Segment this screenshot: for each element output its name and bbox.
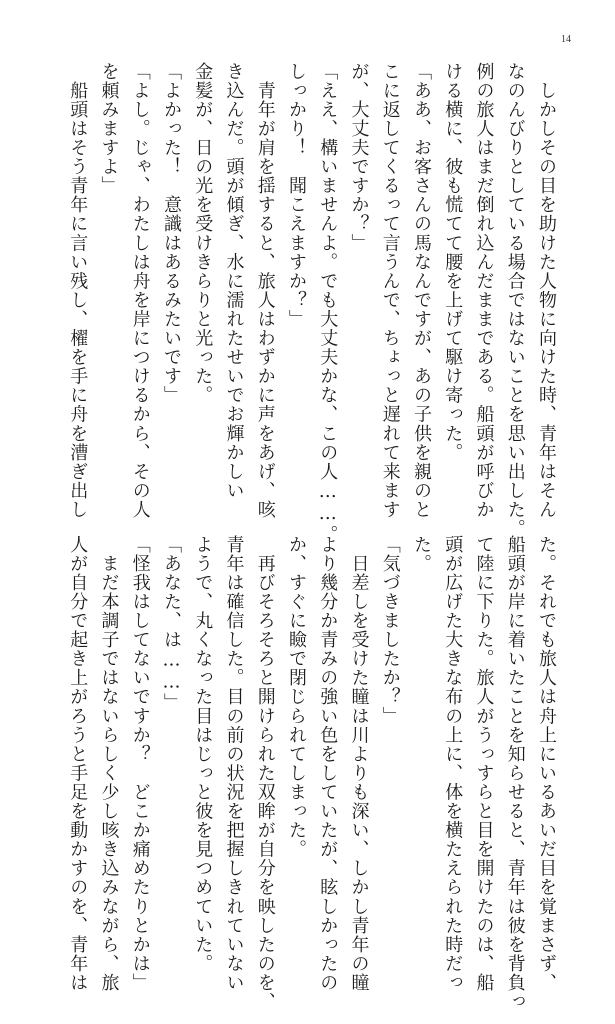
text-line: 人が自分で起き上がろうと手足を動かすのを、青年は [67, 535, 89, 993]
text-line: 「気づきましたか？」 [379, 535, 401, 726]
text-line: 「ええ、構いませんよ。でも大丈夫かな、この人……。 [317, 62, 339, 545]
text-line: 「あなた、は……」 [161, 535, 182, 713]
text-line: 船頭はそう青年に言い残し、櫂を手に舟を漕ぎ出し [67, 62, 89, 520]
text-line: た。それでも旅人は舟上にいるあいだ目を覚まさず、 [536, 535, 557, 993]
text-line: 青年が肩を揺すると、旅人はわずかに声をあげ、咳 [254, 62, 276, 520]
text-line: より幾分か青みの強い色をしていたが、眩しかったの [317, 535, 339, 993]
text-line: しかしその目を助けた人物に向けた時、青年はそん [536, 62, 557, 520]
page-number: 14 [561, 34, 571, 45]
text-block-lower [67, 535, 562, 1012]
text-line: き込んだ。頭が傾ぎ、水に濡れたせいでお輝かしい [223, 62, 245, 501]
text-block-upper [67, 62, 562, 545]
text-line: を頼みますよ」 [98, 62, 120, 196]
text-line: て陸に下りた。旅人がうっすらと目を開けたのは、船 [473, 535, 495, 993]
text-line: なのんびりとしている場合ではないことを思い出した。 [504, 62, 526, 539]
text-line: ける横に、彼も慌てて腰を上げて駆け寄った。 [442, 62, 464, 463]
text-line: か、すぐに瞼で閉じられてしまった。 [286, 535, 307, 859]
text-line: 金髪が、日の光を受けきらりと光った。 [192, 62, 214, 405]
text-line: 「よし。じゃ、わたしは舟を岸につけるから、その人 [129, 62, 151, 520]
text-line: 青年は確信した。目の前の状況を把握しきれていない [223, 535, 245, 993]
text-line: 再びそろそろと開けられた双眸が自分を映したのを、 [254, 535, 276, 1012]
text-line: 船頭が岸に着いたことを知らせると、青年は彼を背負っ [504, 535, 526, 1012]
text-line: 「ああ、お客さんの馬なんですが、あの子供を親のと [411, 62, 432, 520]
text-line: 例の旅人はまだ倒れ込んだままである。船頭が呼びか [473, 62, 495, 520]
text-line: まだ本調子ではないらしく少し咳き込みながら、旅 [98, 535, 120, 993]
text-line: こに返してくるって言うんで、ちょっと遅れて来ます [379, 62, 401, 520]
text-line: ようで、丸くなった目はじっと彼を見つめていた。 [192, 535, 214, 974]
text-line: 「よかった！ 意識はあるみたいです」 [161, 62, 182, 405]
text-line: た。 [411, 535, 432, 574]
text-line: が、大丈夫ですか？」 [348, 62, 370, 253]
text-line: 頭が広げた大きな布の上に、体を横たえられた時だっ [442, 535, 464, 993]
text-line: 日差しを受けた瞳は川よりも深い、しかし青年の瞳 [348, 535, 370, 993]
text-line: しっかり！ 聞こえますか？」 [286, 62, 307, 329]
text-line: 「怪我はしてないですか？ どこか痛めたりとかは」 [129, 535, 151, 993]
